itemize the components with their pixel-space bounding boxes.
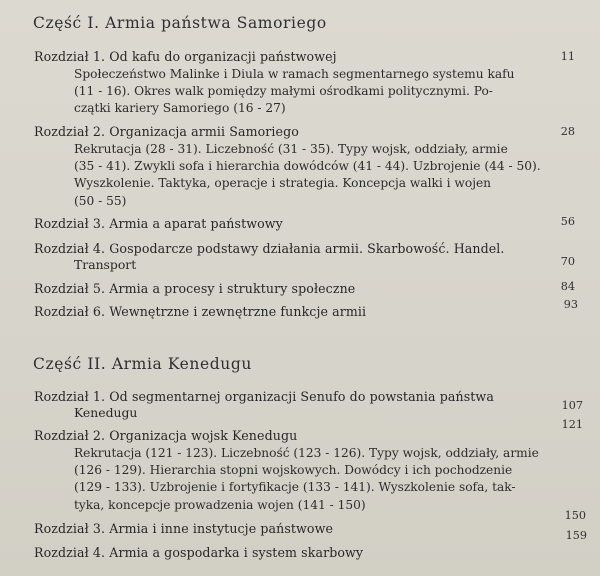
part1-chapter-1-heading xyxy=(34,49,337,64)
chapter-label: Rozdział 2. xyxy=(34,124,106,139)
part-1-title: Część I. Armia państwa Samoriego xyxy=(33,14,327,32)
chapter-label: Rozdział 4. xyxy=(34,545,106,560)
chapter-label: Rozdział 2. xyxy=(34,428,106,443)
part2-chapter-2-summary xyxy=(74,445,574,514)
page-number: 121 xyxy=(561,418,583,431)
part2-chapter-1-continuation: Kenedugu xyxy=(74,405,138,420)
page-number: 150 xyxy=(564,509,586,522)
chapter-label: Rozdział 3. xyxy=(34,521,106,536)
part2-chapter-4-heading xyxy=(34,545,363,560)
page-number: 28 xyxy=(560,125,575,138)
summary-line: czątki kariery Samoriego (16 - 27) xyxy=(74,101,286,116)
chapter-title: Od segmentarnej organizacji Senufo do powstania państwa xyxy=(109,389,494,404)
chapter-title: Armia a gospodarka i system skarbowy xyxy=(109,545,364,560)
summary-line: Rekrutacja (28 - 31). Liczebność (31 - 35). Typy wojsk, oddziały, armie xyxy=(74,142,508,156)
page-number: 56 xyxy=(560,215,575,228)
part1-chapter-4-heading xyxy=(34,241,505,256)
part1-chapter-4-continuation: Transport xyxy=(74,257,137,272)
part-2-title: Część II. Armia Kenedugu xyxy=(33,355,252,373)
summary-line: Rekrutacja (121 - 123). Liczebność (123 - 126). Typy wojsk, oddziały, armie xyxy=(74,446,539,460)
chapter-title: Armia a aparat państwowy xyxy=(109,216,283,231)
chapter-label: Rozdział 5. xyxy=(34,281,106,296)
summary-line: (129 - 133). Uzbrojenie i fortyfikacje (133 - 141). Wyszkolenie sofa, tak- xyxy=(74,480,516,495)
chapter-title: Armia i inne instytucje państwowe xyxy=(109,521,334,536)
chapter-label: Rozdział 1. xyxy=(34,389,106,404)
page-number: 84 xyxy=(560,280,575,293)
chapter-label: Rozdział 1. xyxy=(34,49,106,64)
summary-line: (11 - 16). Okres walk pomiędzy małymi ośrodkami politycznymi. Po- xyxy=(74,84,493,99)
part1-chapter-2-heading xyxy=(34,124,299,139)
summary-line: Społeczeństwo Malinke i Diula w ramach segmentarnego systemu kafu xyxy=(74,67,515,81)
chapter-title: Organizacja wojsk Kenedugu xyxy=(109,428,298,443)
page-number: 11 xyxy=(560,50,575,63)
part2-chapter-3-heading xyxy=(34,521,333,536)
part1-chapter-1-summary xyxy=(74,66,574,118)
chapter-label: Rozdział 6. xyxy=(34,304,106,319)
summary-line: (50 - 55) xyxy=(74,193,127,208)
page-number: 107 xyxy=(561,399,583,412)
chapter-title: Od kafu do organizacji państwowej xyxy=(109,49,337,64)
chapter-title: Armia a procesy i struktury społeczne xyxy=(109,281,356,296)
part1-chapter-5-heading xyxy=(34,281,355,296)
chapter-title: Wewnętrzne i zewnętrzne funkcje armii xyxy=(109,304,367,319)
chapter-title: Organizacja armii Samoriego xyxy=(109,124,299,139)
summary-line: tyka, koncepcje prowadzenia wojen (141 - 150) xyxy=(74,497,366,512)
part1-chapter-2-summary xyxy=(74,141,574,210)
summary-line: Wyszkolenie. Taktyka, operacje i strategia. Koncepcja walki i wojen xyxy=(74,176,492,191)
part1-chapter-3-heading xyxy=(34,216,283,231)
chapter-label: Rozdział 3. xyxy=(34,216,106,231)
part1-chapter-6-heading xyxy=(34,304,366,319)
part2-chapter-2-heading xyxy=(34,428,297,443)
summary-line: (35 - 41). Zwykli sofa i hierarchia dowódców (41 - 44). Uzbrojenie (44 - 50). xyxy=(74,159,541,174)
page-number: 70 xyxy=(560,255,575,268)
page-number: 93 xyxy=(563,298,578,311)
chapter-title: Gospodarcze podstawy działania armii. Skarbowość. Handel. xyxy=(109,241,505,256)
part2-chapter-1-heading xyxy=(34,389,494,404)
page-number: 159 xyxy=(565,529,587,542)
summary-line: (126 - 129). Hierarchia stopni wojskowych. Dowódcy i ich pochodzenie xyxy=(74,463,513,478)
chapter-label: Rozdział 4. xyxy=(34,241,106,256)
